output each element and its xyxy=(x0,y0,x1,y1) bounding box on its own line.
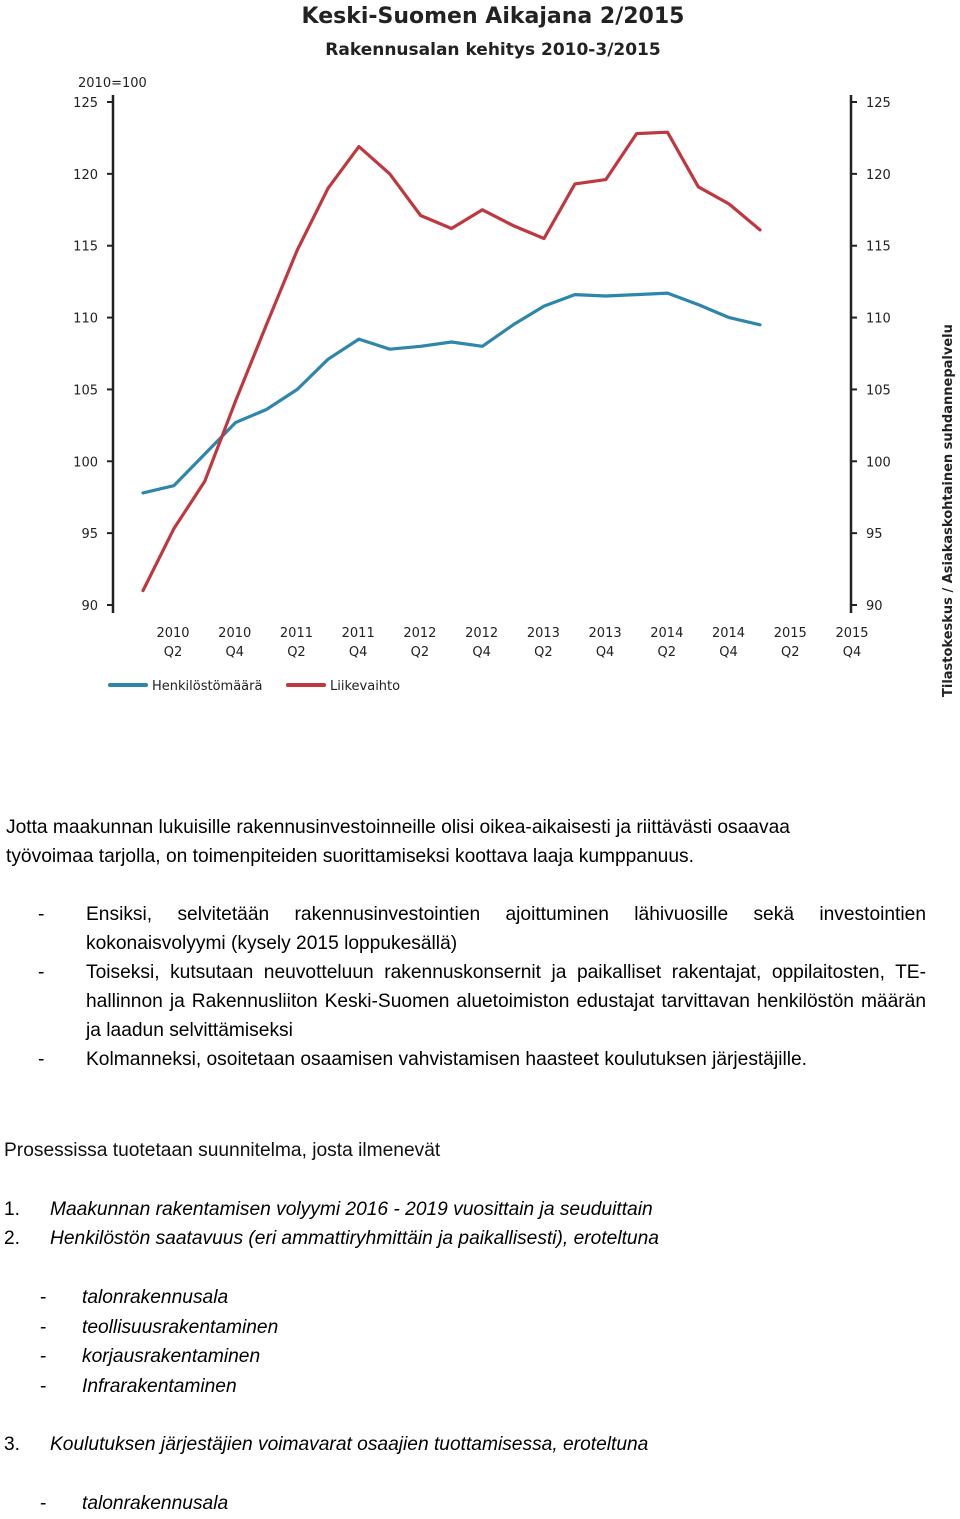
y-tick-label-right: 115 xyxy=(866,239,891,255)
list-item xyxy=(6,958,926,1045)
item-text: Koulutuksen järjestäjien voimavarat osaajien tuottamisessa, eroteltuna xyxy=(50,1434,649,1455)
numbered-list-3 xyxy=(4,1430,904,1459)
x-tick-label-year: 2013 xyxy=(526,626,560,641)
bullet-text: Ensiksi, selvitetään rakennusinvestointien ajoittuminen lähivuosille sekä investointien kokonaisvolyymi (kysely 2015 loppukesällä) xyxy=(86,904,926,954)
x-tick-label-quarter: Q4 xyxy=(348,645,368,660)
x-tick-label-quarter: Q2 xyxy=(781,645,800,660)
list-item xyxy=(6,1045,926,1074)
legend-label: Liikevaihto xyxy=(330,679,401,694)
bullet-dash: - xyxy=(40,1493,47,1514)
intro-line: Jotta maakunnan lukuisille rakennusinvestoinneille olisi oikea-aikaisesti ja riittävästi osaavaa xyxy=(6,817,790,838)
chart-title: Keski-Suomen Aikajana 2/2015 xyxy=(301,4,685,29)
y-tick-label-right: 105 xyxy=(866,383,891,399)
x-tick-label-year: 2014 xyxy=(650,626,684,641)
process-intro: Prosessissa tuotetaan suunnitelma, josta ilmenevät xyxy=(4,1140,441,1161)
x-tick-label-quarter: Q4 xyxy=(842,645,862,660)
x-tick-label-year: 2012 xyxy=(403,626,437,641)
list-item xyxy=(40,1342,278,1372)
chart-axes xyxy=(73,95,891,660)
list-item xyxy=(40,1313,278,1343)
y-tick-label-right: 120 xyxy=(866,167,891,183)
bullet-text: Kolmanneksi, osoitetaan osaamisen vahvistamisen haasteet koulutuksen järjestäjille. xyxy=(86,1049,807,1070)
x-tick-label-year: 2011 xyxy=(279,626,314,641)
chart-series xyxy=(143,132,760,590)
item-text: Henkilöstön saatavuus (eri ammattiryhmittäin ja paikallisesti), eroteltuna xyxy=(50,1228,659,1249)
y-tick-label-right: 125 xyxy=(866,96,891,111)
bullet-text: Toiseksi, kutsutaan neuvotteluun rakennuskonsernit ja paikalliset rakentajat, oppilaitosten, TE-hallinnon ja Rakennusliiton Keski-Suomen aluetoimiston edustajat tarvittavan henkilöstön määrän ja laadun selvittämiseksi xyxy=(86,962,926,1041)
y-tick-label-right: 100 xyxy=(866,455,891,471)
list-item xyxy=(6,900,926,958)
item-number: 2. xyxy=(4,1228,21,1249)
x-tick-label-quarter: Q2 xyxy=(534,645,553,660)
x-tick-label-quarter: Q2 xyxy=(163,645,183,660)
y-tick-label-right: 110 xyxy=(866,311,891,327)
x-tick-label-quarter: Q4 xyxy=(472,645,491,660)
list-item xyxy=(4,1224,904,1253)
x-tick-label-quarter: Q2 xyxy=(287,645,306,660)
bullet-list xyxy=(6,900,926,1074)
index-label: 2010=100 xyxy=(78,76,147,91)
x-tick-label-year: 2012 xyxy=(465,626,499,641)
bullet-dash: - xyxy=(38,1049,45,1070)
x-tick-label-year: 2015 xyxy=(835,626,869,641)
y-tick-label-left: 110 xyxy=(73,311,98,327)
item-text: korjausrakentaminen xyxy=(82,1346,261,1367)
sub-list-2 xyxy=(40,1489,228,1519)
item-text: talonrakennusala xyxy=(82,1287,229,1308)
y-tick-label-left: 95 xyxy=(81,527,98,543)
x-tick-label-year: 2015 xyxy=(773,626,807,641)
series-line-liikevaihto xyxy=(143,132,760,590)
x-tick-label-quarter: Q4 xyxy=(595,645,615,660)
y-tick-label-left: 100 xyxy=(73,455,98,471)
x-tick-label-quarter: Q4 xyxy=(225,645,244,660)
x-tick-label-year: 2010 xyxy=(218,626,252,641)
y-tick-label-left: 120 xyxy=(73,167,98,183)
list-item xyxy=(4,1195,904,1224)
bullet-dash: - xyxy=(40,1316,47,1338)
bullet-dash: - xyxy=(38,962,45,983)
bullet-dash: - xyxy=(40,1287,47,1308)
chart-subtitle: Rakennusalan kehitys 2010-3/2015 xyxy=(325,40,661,60)
item-text: Infrarakentaminen xyxy=(82,1375,237,1397)
y-tick-label-left: 90 xyxy=(81,599,98,614)
chart-legend xyxy=(110,679,400,694)
y-tick-label-left: 115 xyxy=(73,239,98,255)
item-number: 3. xyxy=(4,1434,21,1455)
x-tick-label-quarter: Q2 xyxy=(410,645,430,660)
y-tick-label-right: 95 xyxy=(866,527,883,543)
item-text: talonrakennusala xyxy=(82,1493,229,1514)
list-item xyxy=(4,1430,904,1459)
item-text: teollisuusrakentaminen xyxy=(82,1316,279,1338)
x-tick-label-year: 2013 xyxy=(588,626,622,641)
x-tick-label-year: 2011 xyxy=(341,626,375,641)
y-tick-label-left: 105 xyxy=(73,383,98,399)
x-tick-label-year: 2010 xyxy=(156,626,190,641)
list-item xyxy=(40,1283,278,1313)
list-item xyxy=(40,1372,278,1402)
legend-label: Henkilöstömäärä xyxy=(152,679,263,694)
intro-line: työvoimaa tarjolla, on toimenpiteiden suorittamiseksi koottava laaja kumppanuus. xyxy=(6,846,694,867)
bullet-dash: - xyxy=(38,904,45,925)
item-number: 1. xyxy=(4,1199,21,1220)
item-text: Maakunnan rakentamisen volyymi 2016 - 2019 vuosittain ja seuduittain xyxy=(50,1199,653,1220)
list-item xyxy=(40,1489,228,1519)
y-tick-label-right: 90 xyxy=(866,599,883,614)
x-tick-label-quarter: Q2 xyxy=(657,645,677,660)
source-label: Tilastokeskus / Asiakaskohtainen suhdannepalvelu xyxy=(941,324,956,697)
x-tick-label-year: 2014 xyxy=(711,626,746,641)
bullet-dash: - xyxy=(40,1346,47,1367)
numbered-list xyxy=(4,1195,904,1253)
y-tick-label-left: 125 xyxy=(73,96,98,111)
series-line-henkilostomaara xyxy=(143,293,760,493)
intro-paragraph xyxy=(6,813,946,871)
x-tick-label-quarter: Q4 xyxy=(719,645,738,660)
sub-list xyxy=(40,1283,278,1401)
bullet-dash: - xyxy=(40,1375,47,1397)
line-chart xyxy=(0,0,960,720)
